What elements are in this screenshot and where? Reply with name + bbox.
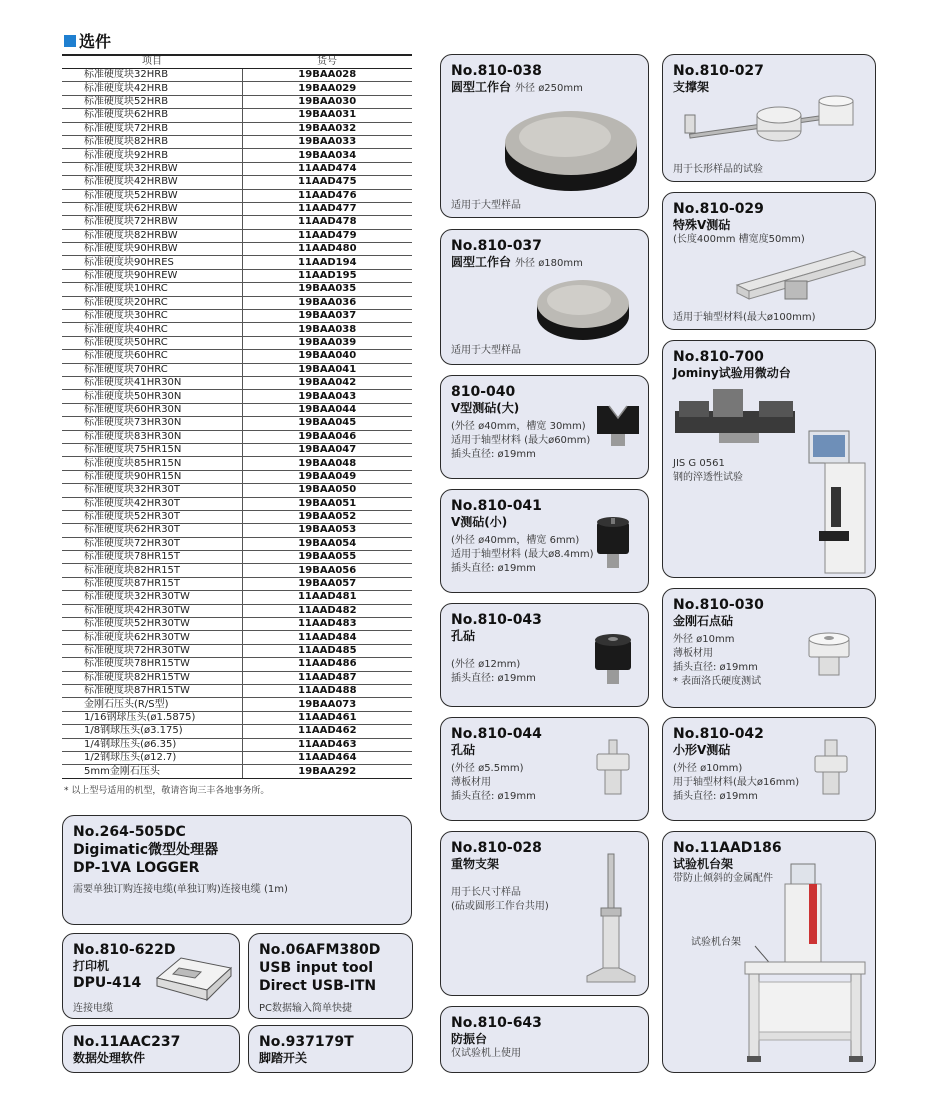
row-item: 标准硬度块32HRBW	[62, 162, 242, 175]
row-item: 标准硬度块60HR30N	[62, 403, 242, 416]
table-row	[62, 176, 412, 189]
card-810-622d	[62, 933, 240, 1019]
card-line-1: (外径 ø10mm)	[673, 763, 743, 774]
pin-anvil-icon	[591, 738, 635, 798]
row-code: 11AAD464	[242, 751, 412, 764]
row-code: 19BAA030	[242, 95, 412, 108]
row-item: 标准硬度块50HRC	[62, 336, 242, 349]
card-name: 脚踏开关	[259, 1051, 308, 1065]
card-line-3: 插头直径: ø19mm	[673, 662, 758, 673]
table-row	[62, 457, 412, 470]
row-item: 标准硬度块62HR30T	[62, 524, 242, 537]
card-810-027	[662, 54, 876, 182]
row-code: 19BAA054	[242, 537, 412, 550]
row-item: 1/16钢球压头(ø1.5875)	[62, 711, 242, 724]
row-code: 19BAA056	[242, 564, 412, 577]
card-810-029	[662, 192, 876, 330]
row-item: 标准硬度块52HR30TW	[62, 618, 242, 631]
row-item: 标准硬度块30HRC	[62, 310, 242, 323]
card-06afm380d	[248, 933, 413, 1019]
table-row	[62, 310, 412, 323]
row-item: 标准硬度块52HRB	[62, 95, 242, 108]
card-name: 重物支架	[451, 857, 500, 871]
card-line-3: 插头直径: ø19mm	[451, 563, 536, 574]
card-model: 810-040	[451, 384, 516, 400]
card-264-505dc	[62, 815, 412, 925]
table-row	[62, 350, 412, 363]
row-item: 标准硬度块52HRBW	[62, 189, 242, 202]
row-item: 金刚石压头(R/S型)	[62, 698, 242, 711]
row-item: 标准硬度块72HR30T	[62, 537, 242, 550]
row-item: 标准硬度块32HR30TW	[62, 591, 242, 604]
card-spec: 外径 ø180mm	[515, 258, 583, 269]
card-model: No.11AAC237	[73, 1034, 181, 1050]
row-code: 19BAA032	[242, 122, 412, 135]
card-11aac237	[62, 1025, 240, 1073]
card-model: No.11AAD186	[673, 840, 782, 856]
card-name: 孔砧	[451, 629, 476, 643]
row-item: 标准硬度块10HRC	[62, 283, 242, 296]
card-name: 打印机	[73, 959, 110, 973]
row-item: 标准硬度块73HR30N	[62, 417, 242, 430]
row-code: 19BAA048	[242, 457, 412, 470]
table-row	[62, 497, 412, 510]
row-code: 19BAA036	[242, 296, 412, 309]
table-row	[62, 618, 412, 631]
table-row	[62, 376, 412, 389]
row-code: 11AAD463	[242, 738, 412, 751]
card-desc: 连接电缆	[73, 1003, 113, 1014]
diamond-spot-anvil-icon	[803, 629, 855, 679]
row-code: 11AAD485	[242, 644, 412, 657]
row-item: 标准硬度块32HR30T	[62, 484, 242, 497]
card-line-1: 用于长尺寸样品	[451, 887, 521, 898]
card-name: USB input tool	[259, 960, 374, 976]
card-line-1: 仅试验机上使用	[451, 1048, 521, 1059]
table-row	[62, 751, 412, 764]
row-code: 11AAD477	[242, 202, 412, 215]
card-line-1: (外径 ø40mm，槽宽 6mm)	[451, 535, 580, 546]
row-code: 11AAD462	[242, 725, 412, 738]
title-square-icon	[64, 35, 76, 47]
card-line-3: 插头直径: ø19mm	[673, 791, 758, 802]
row-item: 标准硬度块92HRB	[62, 149, 242, 162]
row-code: 19BAA045	[242, 417, 412, 430]
table-row	[62, 564, 412, 577]
row-code: 19BAA028	[242, 69, 412, 82]
row-code: 19BAA035	[242, 283, 412, 296]
card-810-041	[440, 489, 649, 593]
row-code: 11AAD479	[242, 229, 412, 242]
table-row	[62, 684, 412, 697]
card-model: No.06AFM380D	[259, 942, 381, 958]
card-810-028	[440, 831, 649, 996]
card-foot: 适用于大型样品	[451, 200, 521, 211]
row-code: 19BAA049	[242, 470, 412, 483]
table-row	[62, 711, 412, 724]
row-code: 19BAA043	[242, 390, 412, 403]
card-foot: 适用于轴型材料(最大ø100mm)	[673, 312, 816, 323]
row-code: 19BAA053	[242, 524, 412, 537]
row-code: 11AAD474	[242, 162, 412, 175]
card-line-3: 插头直径: ø19mm	[451, 791, 536, 802]
table-row	[62, 644, 412, 657]
row-item: 标准硬度块42HRBW	[62, 176, 242, 189]
row-item: 标准硬度块40HRC	[62, 323, 242, 336]
row-item: 标准硬度块70HRC	[62, 363, 242, 376]
card-model: No.810-027	[673, 63, 764, 79]
card-line-1: JIS G 0561	[673, 458, 725, 469]
row-code: 11AAD195	[242, 269, 412, 282]
table-row	[62, 577, 412, 590]
row-code: 19BAA041	[242, 363, 412, 376]
card-name: Digimatic微型处理器	[73, 842, 219, 858]
row-item: 标准硬度块42HR30T	[62, 497, 242, 510]
row-code: 19BAA031	[242, 109, 412, 122]
card-model: No.264-505DC	[73, 824, 186, 840]
row-item: 标准硬度块72HRB	[62, 122, 242, 135]
row-item: 标准硬度块72HRBW	[62, 216, 242, 229]
table-row	[62, 631, 412, 644]
card-810-038	[440, 54, 649, 218]
row-code: 19BAA051	[242, 497, 412, 510]
row-code: 19BAA038	[242, 323, 412, 336]
card-810-643	[440, 1006, 649, 1073]
card-name: 支撑架	[673, 80, 710, 94]
row-code: 11AAD483	[242, 618, 412, 631]
card-name: 试验机台架	[673, 857, 734, 871]
card-line-2: 薄板材用	[451, 777, 491, 788]
row-code: 19BAA073	[242, 698, 412, 711]
card-line-2: 适用于轴型材料 (最大ø8.4mm)	[451, 549, 594, 560]
card-model: No.810-029	[673, 201, 764, 217]
row-item: 标准硬度块42HRB	[62, 82, 242, 95]
row-item: 标准硬度块41HR30N	[62, 376, 242, 389]
card-name: 小形V测砧	[673, 743, 731, 757]
table-row	[62, 765, 412, 778]
row-code: 11AAD194	[242, 256, 412, 269]
card-model: No.810-700	[673, 349, 764, 365]
row-code: 19BAA039	[242, 336, 412, 349]
table-row	[62, 149, 412, 162]
card-810-030	[662, 588, 876, 708]
special-v-anvil-icon	[733, 245, 869, 305]
row-code: 11AAD476	[242, 189, 412, 202]
card-model: No.810-037	[451, 238, 542, 254]
row-code: 19BAA042	[242, 376, 412, 389]
table-row	[62, 283, 412, 296]
card-line-2: (砧或圆形工作台共用)	[451, 901, 549, 912]
row-code: 19BAA037	[242, 310, 412, 323]
card-desc: 需要单独订购连接电缆(单独订购)连接电缆 (1m)	[73, 884, 288, 895]
card-line-4: * 表面洛氏硬度测试	[673, 676, 762, 687]
round-table-small-icon	[533, 274, 633, 344]
card-line-2: 适用于轴型材料 (最大ø60mm)	[451, 435, 591, 446]
card-model: No.810-042	[673, 726, 764, 742]
card-line-2: 薄板材用	[673, 648, 713, 659]
table-row	[62, 403, 412, 416]
table-row	[62, 443, 412, 456]
card-model: No.810-030	[673, 597, 764, 613]
card-name-2: DP-1VA LOGGER	[73, 860, 200, 876]
table-row	[62, 430, 412, 443]
card-model: No.810-038	[451, 63, 542, 79]
table-row	[62, 269, 412, 282]
row-code: 19BAA047	[242, 443, 412, 456]
card-810-037	[440, 229, 649, 365]
section-title	[64, 29, 111, 52]
card-foot: 用于长形样品的试验	[673, 164, 763, 175]
card-model: No.937179T	[259, 1034, 354, 1050]
row-item: 标准硬度块32HRB	[62, 69, 242, 82]
card-name: 孔砧	[451, 743, 476, 757]
table-row	[62, 390, 412, 403]
table-row	[62, 738, 412, 751]
row-code: 11AAD481	[242, 591, 412, 604]
round-table-large-icon	[501, 107, 641, 197]
table-row	[62, 658, 412, 671]
row-code: 19BAA034	[242, 149, 412, 162]
card-model: No.810-041	[451, 498, 542, 514]
row-code: 19BAA057	[242, 577, 412, 590]
small-v-anvil-icon	[809, 738, 853, 798]
row-item: 标准硬度块62HRBW	[62, 202, 242, 215]
row-item: 标准硬度块52HR30T	[62, 510, 242, 523]
row-item: 标准硬度块78HR15TW	[62, 658, 242, 671]
header-item: 项目	[62, 55, 242, 69]
table-row	[62, 189, 412, 202]
card-line-1: 外径 ø10mm	[673, 634, 735, 645]
options-table	[62, 54, 412, 779]
row-item: 标准硬度块90HREW	[62, 269, 242, 282]
row-item: 5mm金刚石压头	[62, 765, 242, 778]
table-row	[62, 256, 412, 269]
row-item: 标准硬度块90HRES	[62, 256, 242, 269]
v-anvil-large-icon	[593, 400, 643, 450]
table-row	[62, 551, 412, 564]
card-name: 金刚石点砧	[673, 614, 734, 628]
row-code: 11AAD461	[242, 711, 412, 724]
row-item: 1/2钢球压头(ø12.7)	[62, 751, 242, 764]
card-name-2: Direct USB-ITN	[259, 978, 377, 994]
table-row	[62, 537, 412, 550]
row-item: 标准硬度块90HR15N	[62, 470, 242, 483]
card-name: 圆型工作台	[451, 80, 512, 94]
card-name: 特殊V测砧	[673, 218, 731, 232]
row-item: 标准硬度块82HRB	[62, 135, 242, 148]
table-row	[62, 82, 412, 95]
table-header-row	[62, 55, 412, 69]
row-code: 11AAD484	[242, 631, 412, 644]
row-item: 标准硬度块62HRB	[62, 109, 242, 122]
table-row	[62, 323, 412, 336]
row-item: 标准硬度块82HRBW	[62, 229, 242, 242]
weight-stand-icon	[581, 850, 641, 990]
row-code: 11AAD486	[242, 658, 412, 671]
row-item: 标准硬度块87HR15TW	[62, 684, 242, 697]
table-row	[62, 95, 412, 108]
card-810-040	[440, 375, 649, 479]
card-spec: (长度400mm 槽宽度50mm)	[673, 234, 805, 245]
row-code: 19BAA033	[242, 135, 412, 148]
row-item: 标准硬度块62HR30TW	[62, 631, 242, 644]
card-model: No.810-044	[451, 726, 542, 742]
row-item: 1/8钢球压头(ø3.175)	[62, 725, 242, 738]
row-code: 19BAA052	[242, 510, 412, 523]
jominy-stage-icon	[669, 381, 801, 451]
row-item: 标准硬度块50HR30N	[62, 390, 242, 403]
card-desc: PC数据输入简单快捷	[259, 1003, 353, 1014]
row-code: 19BAA029	[242, 82, 412, 95]
callout-label: 试验机台架	[691, 937, 741, 948]
row-item: 1/4钢球压头(ø6.35)	[62, 738, 242, 751]
table-row	[62, 229, 412, 242]
table-row	[62, 671, 412, 684]
row-item: 标准硬度块90HRBW	[62, 243, 242, 256]
row-code: 11AAD480	[242, 243, 412, 256]
table-row	[62, 417, 412, 430]
card-model: No.810-622D	[73, 942, 176, 958]
row-item: 标准硬度块75HR15N	[62, 443, 242, 456]
table-row	[62, 202, 412, 215]
table-body	[62, 69, 412, 779]
row-item: 标准硬度块82HR15TW	[62, 671, 242, 684]
card-name: V型测砧(大)	[451, 401, 520, 415]
card-810-042	[662, 717, 876, 821]
printer-icon	[151, 950, 237, 1004]
table-row	[62, 591, 412, 604]
table-row	[62, 470, 412, 483]
table-row	[62, 162, 412, 175]
table-row	[62, 510, 412, 523]
table-row	[62, 122, 412, 135]
section-title-text: 选件	[79, 32, 112, 51]
row-code: 11AAD482	[242, 604, 412, 617]
card-810-043	[440, 603, 649, 707]
card-model: No.810-643	[451, 1015, 542, 1031]
card-name: 防振台	[451, 1032, 488, 1046]
table-row	[62, 336, 412, 349]
card-line-1: (外径 ø12mm)	[451, 659, 521, 670]
row-item: 标准硬度块85HR15N	[62, 457, 242, 470]
row-item: 标准硬度块72HR30TW	[62, 644, 242, 657]
row-item: 标准硬度块42HR30TW	[62, 604, 242, 617]
card-model: No.810-028	[451, 840, 542, 856]
row-code: 19BAA055	[242, 551, 412, 564]
card-line-2: 用于轴型材料(最大ø16mm)	[673, 777, 800, 788]
table-row	[62, 604, 412, 617]
table-note: * 以上型号适用的机型，敬请咨询三丰各地事务所。	[64, 786, 270, 796]
card-line-2: 插头直径: ø19mm	[451, 673, 536, 684]
card-810-044	[440, 717, 649, 821]
row-code: 19BAA292	[242, 765, 412, 778]
row-code: 19BAA040	[242, 350, 412, 363]
row-item: 标准硬度块87HR15T	[62, 577, 242, 590]
row-item: 标准硬度块20HRC	[62, 296, 242, 309]
row-item: 标准硬度块82HR15T	[62, 564, 242, 577]
card-name: 圆型工作台	[451, 255, 512, 269]
card-line-1: 带防止倾斜的金属配件	[673, 873, 773, 884]
table-row	[62, 216, 412, 229]
row-code: 11AAD475	[242, 176, 412, 189]
card-name-2: DPU-414	[73, 975, 142, 991]
row-code: 19BAA046	[242, 430, 412, 443]
card-line-3: 插头直径: ø19mm	[451, 449, 536, 460]
card-model: No.810-043	[451, 612, 542, 628]
card-name: V测砧(小)	[451, 515, 508, 529]
card-810-700	[662, 340, 876, 578]
table-row	[62, 135, 412, 148]
card-line-1: (外径 ø40mm，槽宽 30mm)	[451, 421, 586, 432]
card-937179t	[248, 1025, 413, 1073]
stand-with-tester-icon	[735, 862, 871, 1066]
table-row	[62, 698, 412, 711]
hole-anvil-icon	[591, 630, 635, 686]
card-line-1: (外径 ø5.5mm)	[451, 763, 524, 774]
header-code: 货号	[242, 55, 412, 69]
card-name: 数据处理软件	[73, 1051, 146, 1065]
row-code: 19BAA044	[242, 403, 412, 416]
card-name: Jominy试验用微动台	[673, 366, 791, 380]
card-spec: 外径 ø250mm	[515, 83, 583, 94]
row-code: 11AAD487	[242, 671, 412, 684]
row-item: 标准硬度块78HR15T	[62, 551, 242, 564]
row-code: 11AAD478	[242, 216, 412, 229]
row-item: 标准硬度块60HRC	[62, 350, 242, 363]
table-row	[62, 363, 412, 376]
table-row	[62, 484, 412, 497]
table-row	[62, 243, 412, 256]
table-row	[62, 109, 412, 122]
support-stand-icon	[679, 85, 869, 155]
table-row	[62, 524, 412, 537]
row-code: 11AAD488	[242, 684, 412, 697]
card-line-2: 钢的淬透性试验	[673, 472, 743, 483]
v-anvil-small-icon	[593, 514, 633, 570]
card-foot: 适用于大型样品	[451, 345, 521, 356]
row-code: 19BAA050	[242, 484, 412, 497]
card-11aad186	[662, 831, 876, 1073]
tester-machine-icon	[803, 427, 871, 575]
table-row	[62, 296, 412, 309]
row-item: 标准硬度块83HR30N	[62, 430, 242, 443]
table-row	[62, 69, 412, 82]
table-row	[62, 725, 412, 738]
